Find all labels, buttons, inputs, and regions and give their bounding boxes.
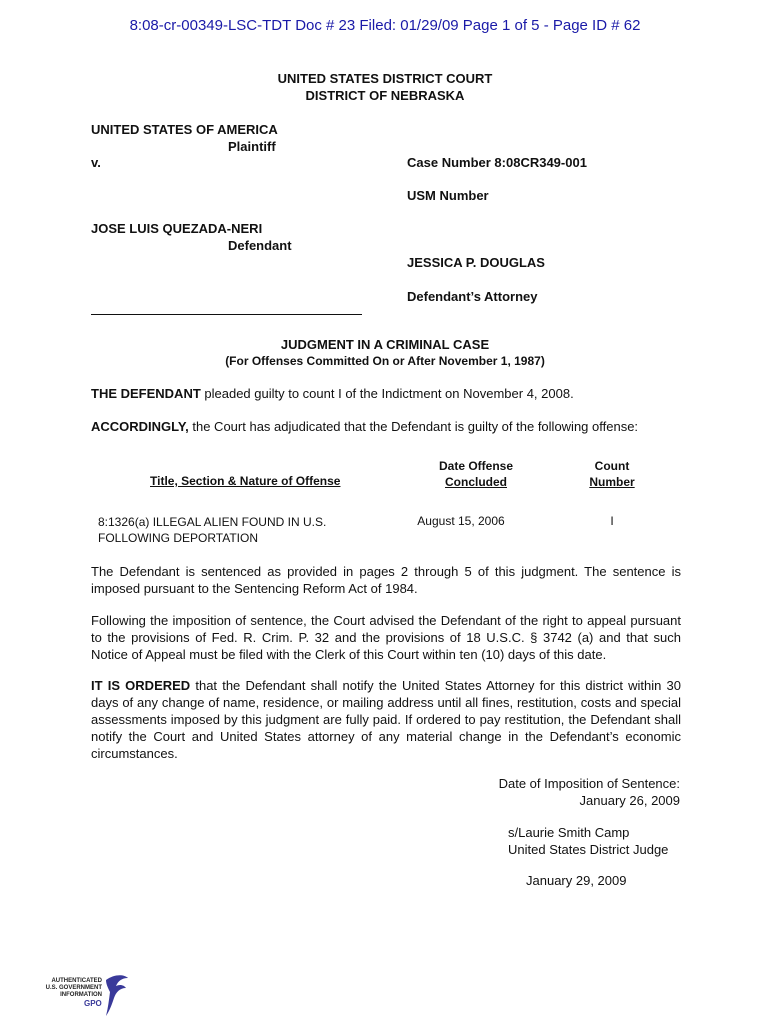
attorney-name: JESSICA P. DOUGLAS bbox=[407, 255, 545, 270]
date-offense-header-line2: Concluded bbox=[445, 475, 507, 489]
usm-number: USM Number bbox=[407, 188, 489, 203]
eagle-icon bbox=[100, 972, 132, 1018]
judge-title: United States District Judge bbox=[508, 842, 669, 857]
offense-count: I bbox=[610, 514, 614, 528]
accordingly-text: the Court has adjudicated that the Defendant is guilty of the following offense: bbox=[188, 419, 639, 434]
ordered-paragraph bbox=[91, 677, 681, 762]
date-offense-header bbox=[416, 458, 536, 490]
accordingly-paragraph bbox=[91, 418, 686, 435]
plaintiff-role: Plaintiff bbox=[228, 139, 276, 154]
imposition-date: January 26, 2009 bbox=[579, 793, 680, 808]
defendant-plea-paragraph bbox=[91, 385, 681, 402]
count-number-header-line1: Count bbox=[594, 459, 630, 473]
offense-description-line2: FOLLOWING DEPORTATION bbox=[98, 531, 259, 545]
ordered-lead: IT IS ORDERED bbox=[91, 678, 191, 693]
attorney-role: Defendant’s Attorney bbox=[407, 289, 538, 304]
sentenced-paragraph: The Defendant is sentenced as provided in pages 2 through 5 of this judgment. The sentence is imposed pursuant to the Sentencing Reform Act of 1984. bbox=[91, 564, 681, 596]
judge-signature: s/Laurie Smith Camp bbox=[508, 825, 630, 840]
date-offense-header-line1: Date Offense bbox=[438, 459, 514, 473]
versus: v. bbox=[91, 155, 101, 170]
judgment-subtitle: (For Offenses Committed On or After November 1, 1987) bbox=[225, 354, 545, 368]
defendant-role: Defendant bbox=[228, 238, 292, 253]
defendant-plea-lead: THE DEFENDANT bbox=[91, 386, 201, 401]
caption-divider-line bbox=[91, 313, 362, 315]
judge-signature-block bbox=[508, 824, 688, 858]
appeal-paragraph: Following the imposition of sentence, the Court advised the Defendant of the right to appeal pursuant to the provisions of Fed. R. Crim. P. 32 and the provisions of 18 U.S.C. § 3742 (a) and that such Notice of Appeal must be filed with the Clerk of this Court within ten (10) days of this date. bbox=[91, 613, 681, 662]
logo-text-line3: INFORMATION bbox=[60, 992, 102, 998]
logo-gpo-mark: GPO bbox=[84, 999, 102, 1008]
offense-description bbox=[98, 514, 326, 546]
count-number-header bbox=[572, 458, 652, 490]
case-number: Case Number 8:08CR349-001 bbox=[407, 155, 587, 170]
plaintiff-name: UNITED STATES OF AMERICA bbox=[91, 122, 278, 137]
offense-description-line1: 8:1326(a) ILLEGAL ALIEN FOUND IN U.S. bbox=[98, 515, 327, 529]
offense-date: August 15, 2006 bbox=[417, 514, 505, 528]
court-name: UNITED STATES DISTRICT COURT bbox=[277, 71, 493, 86]
imposition-block bbox=[400, 775, 680, 809]
accordingly-lead: ACCORDINGLY, bbox=[91, 419, 189, 434]
offense-title-header: Title, Section & Nature of Offense bbox=[150, 474, 341, 488]
signature-date: January 29, 2009 bbox=[526, 873, 627, 888]
defendant-name: JOSE LUIS QUEZADA-NERI bbox=[91, 221, 263, 236]
gpo-authentication-logo bbox=[44, 972, 132, 1018]
logo-text-line2: U.S. GOVERNMENT bbox=[45, 985, 102, 991]
court-district: DISTRICT OF NEBRASKA bbox=[305, 88, 465, 103]
ordered-text: that the Defendant shall notify the United States Attorney for this district within 30 days of any change of name, residence, or mailing address until all fines, restitution, costs and special assessments imposed by this judgment are fully paid. If ordered to pay restitution, the Defendant shall notify the Court and United States attorney of any material change in the Defendant’s economic circumstances. bbox=[91, 678, 681, 761]
imposition-label: Date of Imposition of Sentence: bbox=[498, 776, 680, 791]
logo-text-line1: AUTHENTICATED bbox=[51, 978, 102, 984]
judgment-title: JUDGMENT IN A CRIMINAL CASE bbox=[280, 337, 490, 352]
count-number-header-line2: Number bbox=[589, 475, 635, 489]
filing-stamp-header: 8:08-cr-00349-LSC-TDT Doc # 23 Filed: 01/29/09 Page 1 of 5 - Page ID # 62 bbox=[129, 17, 641, 34]
defendant-plea-text: pleaded guilty to count I of the Indictment on November 4, 2008. bbox=[200, 386, 574, 401]
